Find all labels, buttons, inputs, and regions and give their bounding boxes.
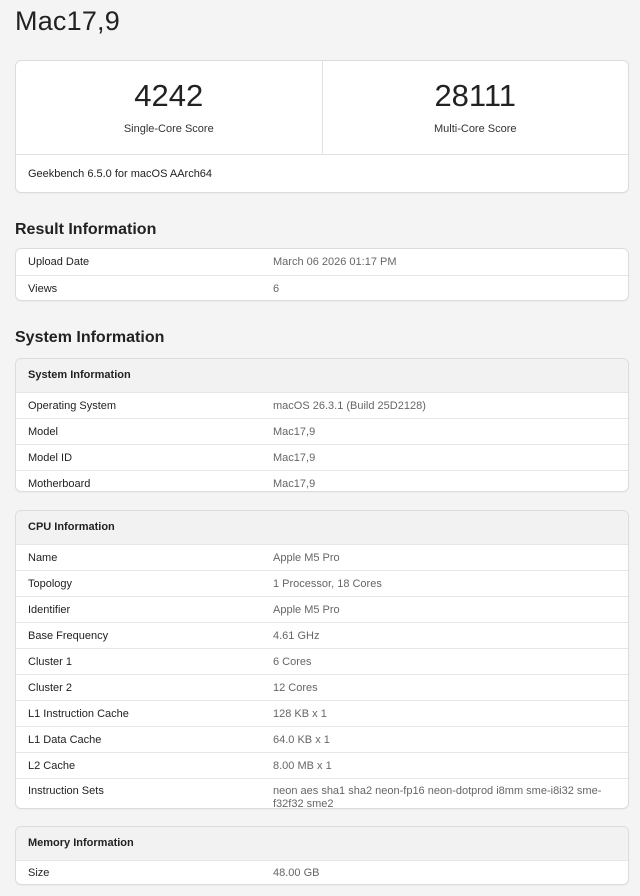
result-information-table <box>15 248 629 301</box>
row-key: Views <box>28 282 58 295</box>
row-key: Name <box>28 551 58 564</box>
row-value: 6 <box>273 282 280 295</box>
table-row <box>16 545 628 570</box>
row-value: neon aes sha1 sha2 neon-fp16 neon-dotprod i8mm sme-i8i32 sme-f32f32 sme2 <box>273 785 602 809</box>
row-value: 4.61 GHz <box>273 629 320 642</box>
row-key: Model ID <box>28 451 73 464</box>
row-key: Model <box>28 425 58 438</box>
table-row <box>16 778 628 809</box>
table-header: CPU Information <box>16 511 628 545</box>
single-core-score <box>16 61 322 154</box>
row-key: Size <box>28 867 50 879</box>
table-row <box>16 470 628 492</box>
row-value: 128 KB x 1 <box>273 707 327 720</box>
row-value: 48.00 GB <box>273 867 320 879</box>
row-value: 6 Cores <box>273 655 312 668</box>
row-value: Mac17,9 <box>273 451 316 464</box>
table-row <box>16 596 628 622</box>
row-key: Identifier <box>28 603 71 616</box>
result-information-heading: Result Information <box>15 221 157 238</box>
row-key: L1 Data Cache <box>28 733 102 746</box>
cpu-information-table <box>15 510 629 809</box>
table-body <box>16 393 628 492</box>
row-value: Apple M5 Pro <box>273 603 340 616</box>
table-body <box>16 545 628 809</box>
row-key: Base Frequency <box>28 629 109 642</box>
table-row <box>16 861 628 885</box>
table-row <box>16 570 628 596</box>
table-row <box>16 418 628 444</box>
row-value: macOS 26.3.1 (Build 25D2128) <box>273 399 426 412</box>
table-row <box>16 648 628 674</box>
row-key: Topology <box>28 577 73 590</box>
row-key: L2 Cache <box>28 759 76 772</box>
table-row <box>16 444 628 470</box>
row-key: Instruction Sets <box>28 785 104 797</box>
table-row <box>16 752 628 778</box>
multi-core-score <box>322 61 629 154</box>
single-core-score-label: Single-Core Score <box>123 123 214 135</box>
row-key: Cluster 1 <box>28 655 73 668</box>
row-value: 12 Cores <box>273 681 318 694</box>
memory-information-table <box>15 826 629 885</box>
table-header: System Information <box>16 359 628 393</box>
row-key: Upload Date <box>28 256 90 268</box>
row-key: Cluster 2 <box>28 681 73 694</box>
row-value: March 06 2026 01:17 PM <box>273 256 397 268</box>
table-row <box>16 726 628 752</box>
row-key: Motherboard <box>28 477 91 490</box>
table-row <box>16 275 628 301</box>
table-header: Memory Information <box>16 827 628 861</box>
system-information-table <box>15 358 629 492</box>
table-row <box>16 674 628 700</box>
row-value: 1 Processor, 18 Cores <box>273 577 382 590</box>
table-row <box>16 393 628 418</box>
row-key: L1 Instruction Cache <box>28 707 129 720</box>
row-value: 8.00 MB x 1 <box>273 759 332 772</box>
table-row <box>16 700 628 726</box>
table-row <box>16 249 628 275</box>
benchmark-version: Geekbench 6.5.0 for macOS AArch64 <box>28 168 213 180</box>
page-title: Mac17,9 <box>15 6 120 36</box>
single-core-score-value: 4242 <box>134 78 204 113</box>
table-body <box>16 861 628 885</box>
row-value: Apple M5 Pro <box>273 551 340 564</box>
score-card <box>15 60 629 193</box>
multi-core-score-value: 28111 <box>434 78 517 113</box>
multi-core-score-label: Multi-Core Score <box>433 123 517 135</box>
row-value: 64.0 KB x 1 <box>273 733 330 746</box>
row-value: Mac17,9 <box>273 477 316 490</box>
system-information-heading: System Information <box>15 329 165 346</box>
table-row <box>16 622 628 648</box>
row-value: Mac17,9 <box>273 425 316 438</box>
score-row <box>16 61 628 155</box>
row-key: Operating System <box>28 399 117 412</box>
